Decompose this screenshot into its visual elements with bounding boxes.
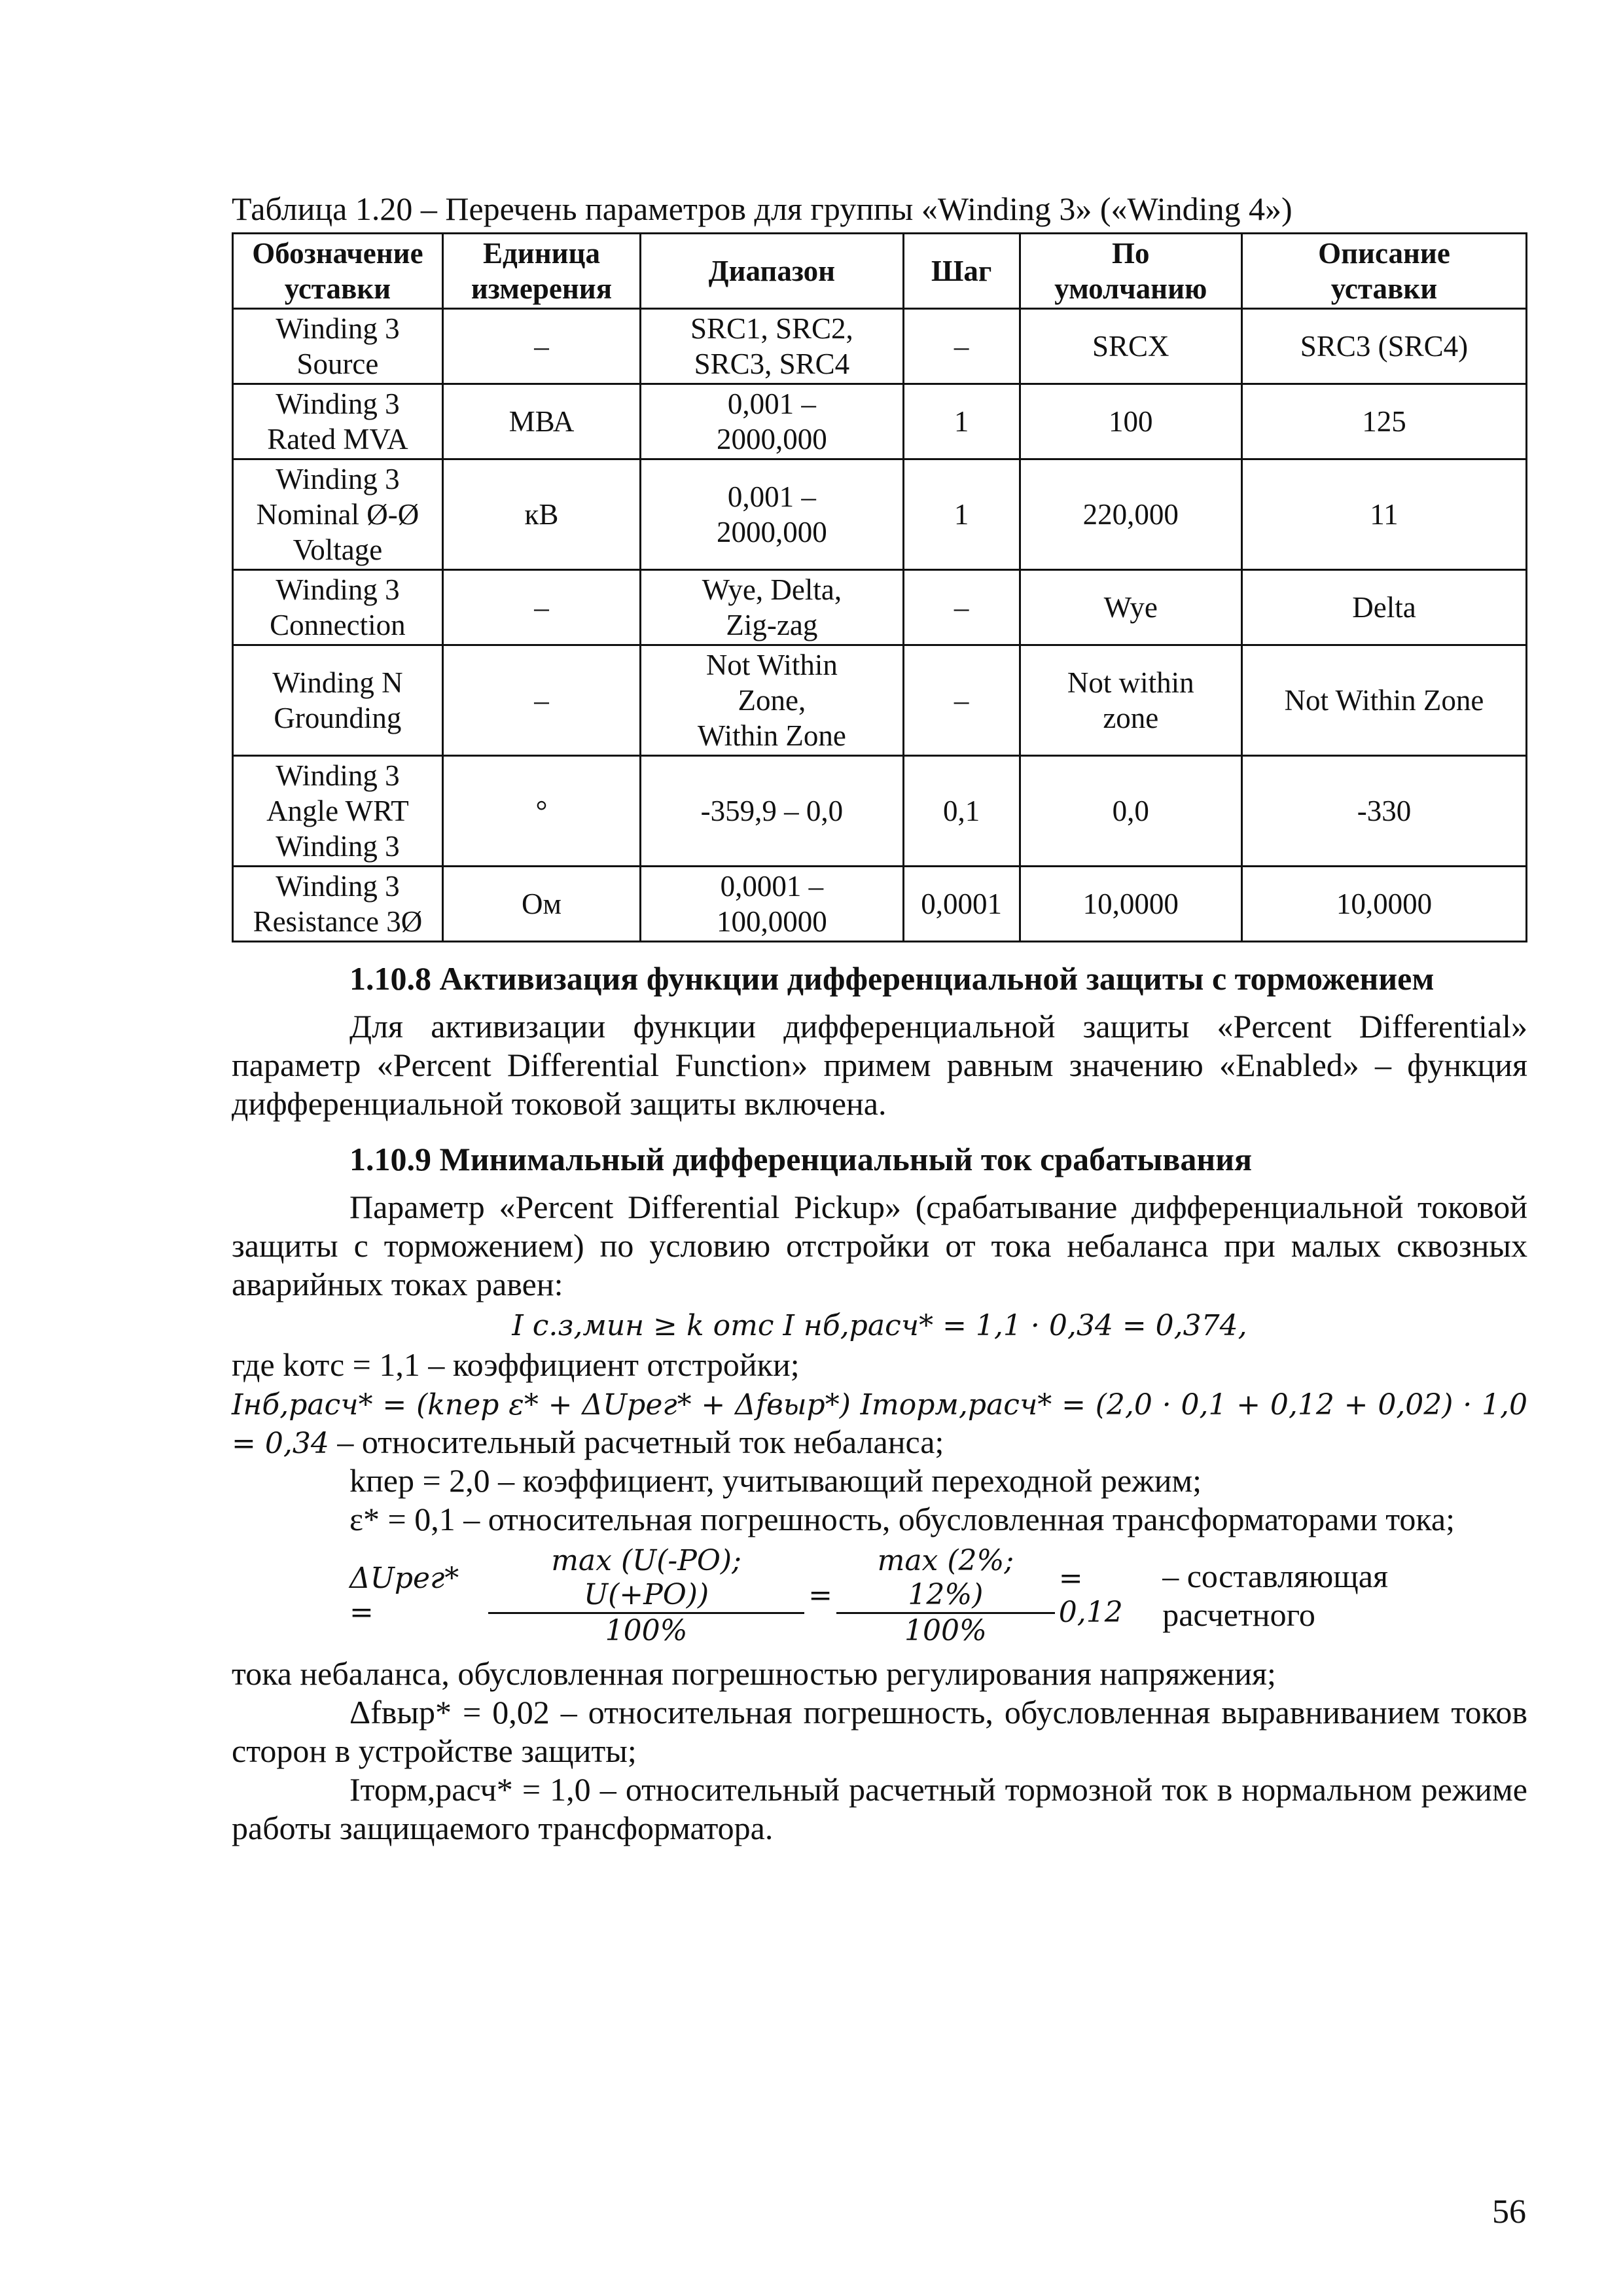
header-step: Шаг xyxy=(903,234,1020,309)
cell-step: 0,0001 xyxy=(903,867,1020,942)
header-description: Описание уставки xyxy=(1241,234,1526,309)
cell-unit: – xyxy=(442,645,640,756)
cell-default: Wye xyxy=(1020,570,1241,645)
document-page xyxy=(232,190,1527,1848)
cell-step: – xyxy=(903,570,1020,645)
equals-sign: = xyxy=(808,1579,833,1613)
cell-unit: кВ xyxy=(442,459,640,570)
header-setting-name: Обозначение уставки xyxy=(233,234,443,309)
dU-fraction-2 xyxy=(836,1544,1055,1648)
cell-unit: – xyxy=(442,570,640,645)
table-row xyxy=(233,756,1527,867)
table-row xyxy=(233,645,1527,756)
cell-unit: – xyxy=(442,309,640,384)
cell-unit: МВА xyxy=(442,384,640,459)
cell-default: 0,0 xyxy=(1020,756,1241,867)
cell-step: 0,1 xyxy=(903,756,1020,867)
cell-range: -359,9 – 0,0 xyxy=(641,756,903,867)
cell-range: SRC1, SRC2, SRC3, SRC4 xyxy=(641,309,903,384)
cell-description: -330 xyxy=(1241,756,1526,867)
table-row xyxy=(233,384,1527,459)
cell-step: – xyxy=(903,645,1020,756)
cell-description: SRC3 (SRC4) xyxy=(1241,309,1526,384)
cell-range: 0,001 – 2000,000 xyxy=(641,459,903,570)
dU-result: = 0,12 xyxy=(1058,1562,1123,1630)
table-row xyxy=(233,309,1527,384)
formula-unbalance-current: Iнб,расч* = (kпер ε* + ΔUрег* + Δfвыр*) Iторм,расч* = (2,0 · 0,1 + 0,12 + 0,02) · 1,0 = 0,34 xyxy=(232,1388,1527,1460)
cell-description: Delta xyxy=(1241,570,1526,645)
cell-default: 220,000 xyxy=(1020,459,1241,570)
unbalance-current-line xyxy=(232,1384,1527,1462)
table-row xyxy=(233,867,1527,942)
cell-name: Winding 3 Rated MVA xyxy=(233,384,443,459)
cell-default: 10,0000 xyxy=(1020,867,1241,942)
itorm-line: Iторм,расч* = 1,0 – относительный расчетный тормозной ток в нормальном режиме работы защищаемого трансформатора. xyxy=(232,1770,1527,1846)
cell-unit: Ом xyxy=(442,867,640,942)
kper-line: kпер = 2,0 – коэффициент, учитывающий переходной режим; xyxy=(349,1462,1202,1499)
cell-name: Winding 3 Resistance 3Ø xyxy=(233,867,443,942)
page-number: 56 xyxy=(1492,2193,1526,2231)
header-range: Диапазон xyxy=(641,234,903,309)
cell-range: Wye, Delta, Zig-zag xyxy=(641,570,903,645)
cell-default: 100 xyxy=(1020,384,1241,459)
unbalance-current-tail: – относительный xyxy=(337,1423,576,1460)
cell-description: Not Within Zone xyxy=(1241,645,1526,756)
table-caption: Таблица 1.20 – Перечень параметров для группы «Winding 3» («Winding 4») xyxy=(232,190,1293,227)
cell-default: Not within zone xyxy=(1020,645,1241,756)
header-unit: Единица измерения xyxy=(442,234,640,309)
cell-name: Winding 3 Source xyxy=(233,309,443,384)
cell-description: 125 xyxy=(1241,384,1526,459)
paragraph-pickup: Параметр «Percent Differential Pickup» (срабатывание дифференциальной токовой защиты с торможением) по условию отстройки от тока небаланса при малых сквозных аварийных токах равен: xyxy=(232,1189,1527,1302)
cell-description: 10,0000 xyxy=(1241,867,1526,942)
cell-range: 0,0001 – 100,0000 xyxy=(641,867,903,942)
formula-pickup-current: I с.з,мин ≥ k отс I нб,расч* = 1,1 · 0,34 = 0,374, xyxy=(512,1309,1247,1342)
table-header-row xyxy=(233,234,1527,309)
table-row xyxy=(233,570,1527,645)
cell-name: Winding N Grounding xyxy=(233,645,443,756)
cell-description: 11 xyxy=(1241,459,1526,570)
parameters-table xyxy=(232,232,1527,942)
cell-range: Not Within Zone, Within Zone xyxy=(641,645,903,756)
dU-continuation: тока небаланса, обусловленная погрешностью регулирования напряжения; xyxy=(232,1655,1276,1692)
cell-unit: ° xyxy=(442,756,640,867)
cell-name: Winding 3 Angle WRT Winding 3 xyxy=(233,756,443,867)
dU-numerator-2: max (2%; 12%) xyxy=(836,1544,1055,1614)
section-heading-1-10-8: 1.10.8 Активизация функции дифференциальной защиты с торможением xyxy=(349,960,1435,997)
dU-denominator-1: 100% xyxy=(605,1613,688,1647)
dU-tail: – составляющая расчетного xyxy=(1162,1558,1388,1634)
cell-step: 1 xyxy=(903,459,1020,570)
dU-numerator-1: max (U(-PO); U(+PO)) xyxy=(488,1544,804,1614)
dU-lhs: ΔUрег* = xyxy=(349,1562,459,1630)
unbalance-current-cont: расчетный ток небаланса; xyxy=(584,1423,944,1460)
dU-fraction-1 xyxy=(488,1544,804,1648)
cell-step: 1 xyxy=(903,384,1020,459)
formula-voltage-regulation xyxy=(349,1544,1527,1648)
dfvyr-line: Δfвыр* = 0,02 – относительная погрешность, обусловленная выравниванием токов сторон в устройстве защиты; xyxy=(232,1693,1527,1769)
cell-range: 0,001 – 2000,000 xyxy=(641,384,903,459)
paragraph-activation: Для активизации функции дифференциальной защиты «Percent Differential» параметр «Percent Differential Function» примем равным значению «Enabled» – функция дифференциальной токовой защиты включена. xyxy=(232,1008,1527,1122)
header-default: По умолчанию xyxy=(1020,234,1241,309)
cell-name: Winding 3 Nominal Ø-Ø Voltage xyxy=(233,459,443,570)
table-row xyxy=(233,459,1527,570)
cell-name: Winding 3 Connection xyxy=(233,570,443,645)
cell-step: – xyxy=(903,309,1020,384)
where-kots-line: где kотс = 1,1 – коэффициент отстройки; xyxy=(232,1346,800,1383)
dU-denominator-2: 100% xyxy=(904,1613,987,1647)
section-heading-1-10-9: 1.10.9 Минимальный дифференциальный ток срабатывания xyxy=(349,1141,1253,1177)
cell-default: SRCX xyxy=(1020,309,1241,384)
epsilon-line: ε* = 0,1 – относительная погрешность, обусловленная трансформаторами тока; xyxy=(349,1500,1455,1537)
